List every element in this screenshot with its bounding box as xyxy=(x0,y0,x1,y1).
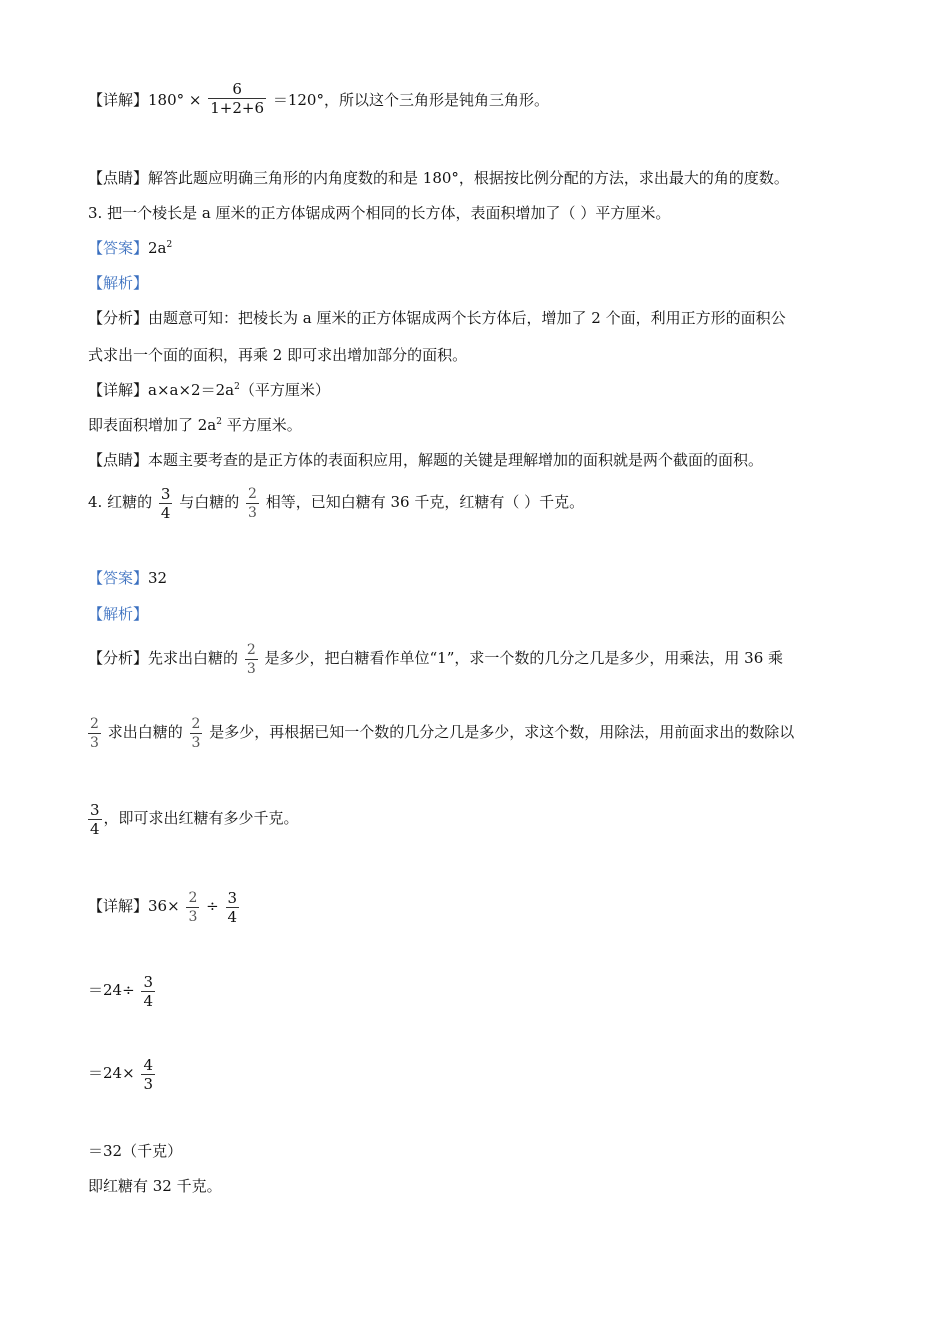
q2-detail-line xyxy=(88,80,890,117)
q4-detail-step2: ＝24÷ $\frac{3}{4}$ xyxy=(88,972,153,1010)
q4-question: 4. 红糖的 $\frac{3}{4}$ 与白糖的 $\frac{2}{3}$ 相等，已知白糖有 36 千克，红糖有（ ）千克。 xyxy=(88,484,585,522)
detail-text: 180° × xyxy=(148,91,202,109)
fraction: $\frac{3}{4}$ xyxy=(227,888,238,926)
answer-value: 2a xyxy=(148,239,167,257)
tip-text: 解答此题应明确三角形的内角度数的和是 180°，根据按比例分配的方法，求出最大的角的度数。 xyxy=(148,169,789,187)
answer-label: 【答案】 xyxy=(88,239,149,257)
detail-label: 【详解】 xyxy=(88,897,149,915)
q4-fenxi-line2: $\frac{2}{3}$ 求出白糖的 $\frac{2}{3}$ 是多少，再根据已知一个数的几分之几是多少，求这个数，用除法，用前面求出的数除以 xyxy=(90,715,795,751)
q4-fenxi-line3: $\frac{3}{4}$ ，即可求出红糖有多少千克。 xyxy=(90,800,299,838)
tip-label: 【点睛】 xyxy=(88,169,149,187)
q4-detail-step4: ＝32（千克） xyxy=(88,1142,183,1160)
q4-detail-step3: ＝24× $\frac{4}{3}$ xyxy=(88,1055,153,1093)
q3-analysis-label: 【解析】 xyxy=(88,274,149,292)
fraction: $\frac{6}{1+2+6}$ xyxy=(210,80,265,117)
fraction: $\frac{3}{4}$ xyxy=(90,800,100,838)
fraction: $\frac{2}{3}$ xyxy=(248,485,257,521)
detail-label: 【详解】 xyxy=(88,381,149,399)
q4-detail-step1: 【详解】36× $\frac{2}{3}$ ÷ $\frac{3}{4}$ xyxy=(88,888,238,926)
q3-fenxi-line2: 式求出一个面的面积，再乘 2 即可求出增加部分的面积。 xyxy=(88,346,468,364)
fraction: $\frac{2}{3}$ xyxy=(191,715,201,751)
fraction: $\frac{2}{3}$ xyxy=(188,889,198,925)
q4-fenxi-line1: 【分析】先求出白糖的 $\frac{2}{3}$ 是多少，把白糖看作单位“1”，求一个数的几分之几是多少，用乘法，用 36 乘 xyxy=(88,641,784,677)
q4-analysis-label: 【解析】 xyxy=(88,605,149,623)
fenxi-label: 【分析】 xyxy=(88,649,149,667)
q3-result-line: 即表面积增加了 $2a^2$ 平方厘米。 xyxy=(88,416,302,434)
q2-tip-line xyxy=(88,168,890,188)
detail-text: ＝120°，所以这个三角形是钝角三角形。 xyxy=(272,91,549,109)
fraction: $\frac{4}{3}$ xyxy=(143,1055,153,1093)
q4-answer-line xyxy=(88,568,890,588)
fenxi-label: 【分析】 xyxy=(88,309,149,327)
answer-value: 32 xyxy=(148,569,168,587)
q3-detail-line: 【详解】$a\times a\times 2=2a^2$（平方厘米） xyxy=(88,381,330,399)
q3-answer-line: 【答案】$2a^2$ xyxy=(88,239,173,257)
fraction: $\frac{3}{4}$ xyxy=(143,972,153,1010)
answer-label: 【答案】 xyxy=(88,569,149,587)
q3-tip-line: 【点睛】本题主要考查的是正方体的表面积应用，解题的关键是理解增加的面积就是两个截面的面积。 xyxy=(88,451,764,469)
fraction: $\frac{2}{3}$ xyxy=(246,641,256,677)
q3-fenxi-line1: 【分析】由题意可知：把棱长为 a 厘米的正方体锯成两个长方体后，增加了 2 个面，利用正方形的面积公 xyxy=(88,309,786,327)
q3-question: 3. 把一个棱长是 a 厘米的正方体锯成两个相同的长方体，表面积增加了（ ）平方厘米。 xyxy=(88,204,671,222)
fraction: $\frac{3}{4}$ xyxy=(160,484,171,522)
fraction: $\frac{2}{3}$ xyxy=(90,715,99,751)
q4-result: 即红糖有 32 千克。 xyxy=(88,1177,222,1195)
detail-label: 【详解】 xyxy=(88,91,149,109)
tip-label: 【点睛】 xyxy=(88,451,149,469)
